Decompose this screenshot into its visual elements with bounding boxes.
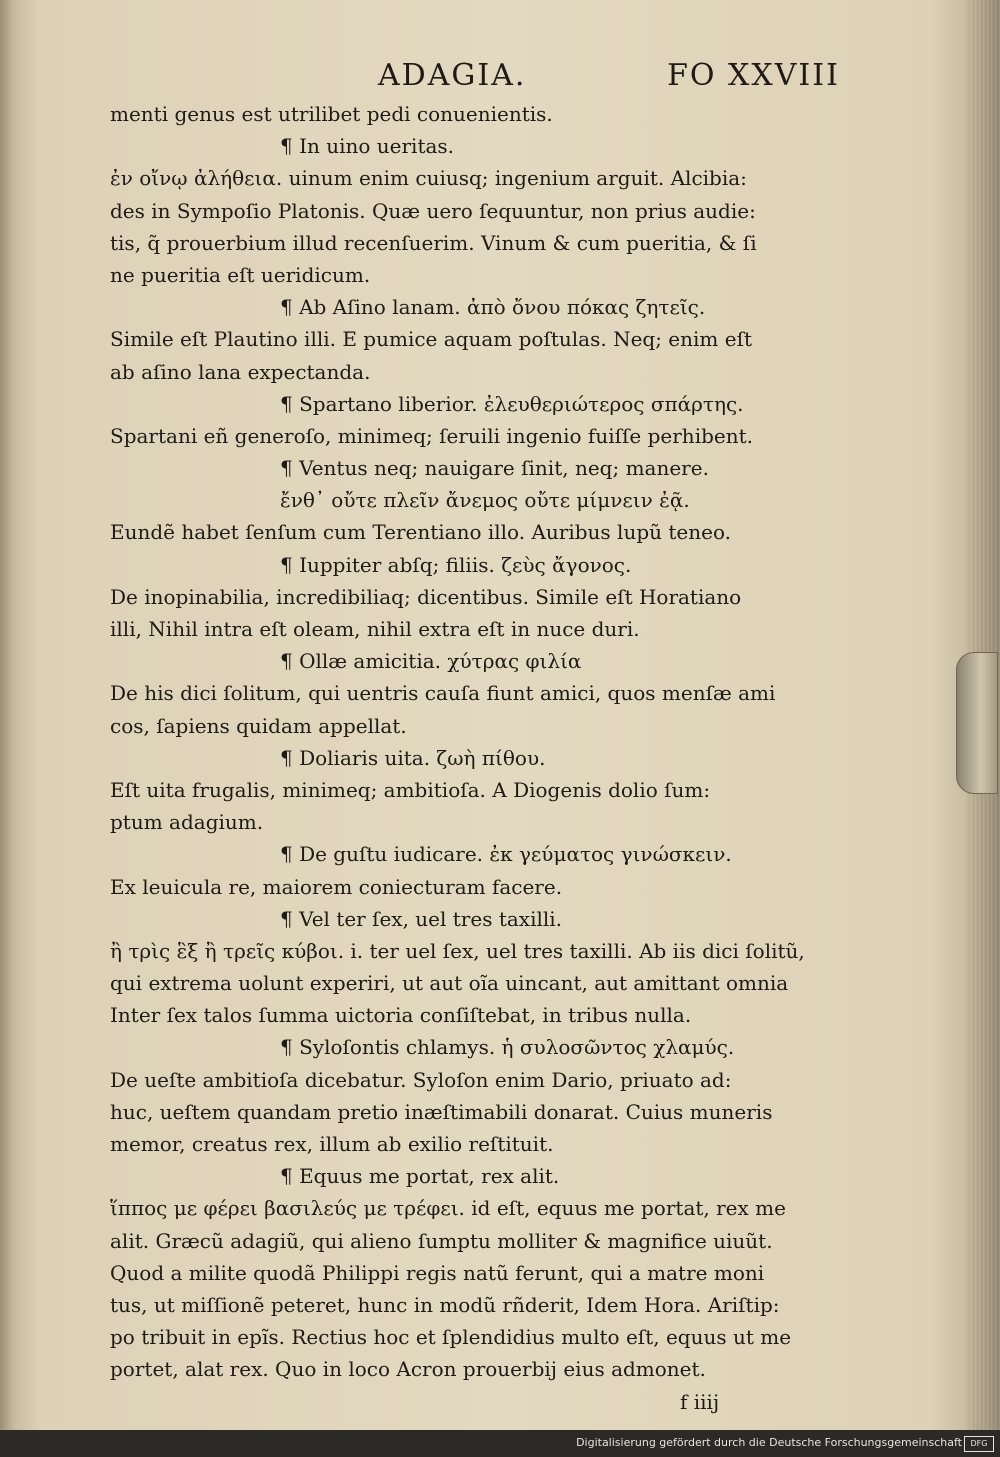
page-text-block xyxy=(110,58,840,1418)
adage-heading: ¶ Spartano liberior. ἐλευθεριώτερος σπάρτης. xyxy=(280,391,744,416)
text-line: illi, Nihil intra eſt oleam, nihil extra eſt in nuce duri. xyxy=(110,617,640,641)
adage-heading: ¶ Ventus neq; nauigare ſinit, neq; manere. xyxy=(280,456,709,481)
text-line: Inter ſex talos ſumma uictoria conſiſtebat, in tribus nulla. xyxy=(110,1003,692,1028)
signature-mark: f iiij xyxy=(680,1389,720,1414)
text-line: alit. Græcũ adagiũ, qui alieno ſumptu molliter & magnifice uiuũt. xyxy=(110,1228,773,1253)
text-line: menti genus est utrilibet pedi conuenientis. xyxy=(110,102,553,126)
text-line: ἢ τρὶς ἓξ ἢ τρεῖς κύβοι. i. ter uel ſex, uel tres taxilli. Ab iis dici ſolitũ, xyxy=(110,938,805,963)
adage-heading: ¶ Iuppiter abſq; filiis. ζεὺς ἄγονος. xyxy=(280,552,632,577)
adage-heading: ¶ Ollæ amicitia. χύτρας φιλία xyxy=(280,649,582,674)
text-line: ne pueritia eſt ueridicum. xyxy=(110,262,371,287)
text-line: memor, creatus rex, illum ab exilio reſtituit. xyxy=(110,1132,554,1156)
text-line: Eſt uita frugalis, minimeq; ambitioſa. A Diogenis dolio ſum: xyxy=(110,777,711,802)
adage-heading: ¶ Syloſontis chlamys. ἡ συλοσῶντος χλαμύς. xyxy=(280,1035,735,1060)
greek-line: ἔνθ᾽ οὔτε πλεῖν ἄνεμος οὔτε μίμνειν ἐᾷ. xyxy=(280,488,690,513)
text-line: ab aſino lana expectanda. xyxy=(110,359,371,384)
text-line: po tribuit in epĩs. Rectius hoc et ſplendidius multo eſt, equus ut me xyxy=(110,1325,792,1350)
text-line: qui extrema uolunt experiri, ut aut oĩa uincant, aut amittant omnia xyxy=(110,971,789,996)
text-line: Ex leuicula re, maiorem coniecturam facere. xyxy=(110,874,563,899)
adage-heading: ¶ Ab Aſino lanam. ἀπὸ ὄνου πόκας ζητεῖς. xyxy=(280,295,706,320)
text-line: Simile eſt Plautino illi. E pumice aquam poſtulas. Neq; enim eſt xyxy=(110,327,753,352)
dfg-logo[interactable]: DFG xyxy=(964,1436,994,1452)
funding-credit[interactable]: Digitalisierung gefördert durch die Deutsche Forschungsgemeinschaft xyxy=(576,1436,962,1449)
text-line: huc, ueſtem quandam pretio inæſtimabili donarat. Cuius muneris xyxy=(110,1099,773,1124)
text-line: Quod a milite quodã Philippi regis natũ ferunt, qui a matre moni xyxy=(110,1260,765,1285)
text-line: cos, ſapiens quidam appellat. xyxy=(110,713,407,738)
text-line: ἐν οἴνῳ ἀλήθεια. uinum enim cuiusq; ingenium arguit. Alcibia: xyxy=(110,166,747,191)
text-line: ἵππος με φέρει βασιλεύς με τρέφει. id eſt, equus me portat, rex me xyxy=(110,1196,786,1221)
adage-heading: ¶ Doliaris uita. ζωὴ πίθου. xyxy=(280,745,546,770)
text-line: ptum adagium. xyxy=(110,810,264,835)
adage-heading: ¶ In uino ueritas. xyxy=(280,134,455,159)
text-line: De inopinabilia, incredibiliaq; dicentibus. Simile eſt Horatiano xyxy=(110,584,742,609)
running-title: ADAGIA. xyxy=(378,58,527,93)
text-line: tus, ut miſſionẽ peteret, hunc in modũ rñderit, Idem Hora. Ariſtip: xyxy=(110,1292,780,1317)
text-line: De ueſte ambitioſa dicebatur. Syloſon enim Dario, priuato ad: xyxy=(110,1067,732,1092)
adage-heading: ¶ De guſtu iudicare. ἐκ γεύματος γινώσκειν. xyxy=(280,842,732,867)
clip-tab xyxy=(956,652,998,794)
text-line: Eundẽ habet ſenſum cum Terentiano illo. Auribus lupũ teneo. xyxy=(110,520,731,545)
digitization-footer xyxy=(0,1430,1000,1457)
text-line: portet, alat rex. Quo in loco Acron prouerbij eius admonet. xyxy=(110,1357,706,1382)
adage-heading: ¶ Equus me portat, rex alit. xyxy=(280,1164,560,1189)
text-line: Spartani eñ generoſo, minimeq; ſeruili ingenio fuiſſe perhibent. xyxy=(110,423,753,448)
folio-number: FO XXVIII xyxy=(667,58,840,93)
text-line: tis, q̃ prouerbium illud recenſuerim. Vinum & cum pueritia, & ſi xyxy=(110,230,757,255)
adage-heading: ¶ Vel ter ſex, uel tres taxilli. xyxy=(280,906,563,931)
text-line: des in Sympoſio Platonis. Quæ uero ſequuntur, non prius audie: xyxy=(110,198,756,223)
running-header xyxy=(110,58,840,98)
text-line: De his dici ſolitum, qui uentris cauſa fiunt amici, quos menſæ ami xyxy=(110,681,776,706)
